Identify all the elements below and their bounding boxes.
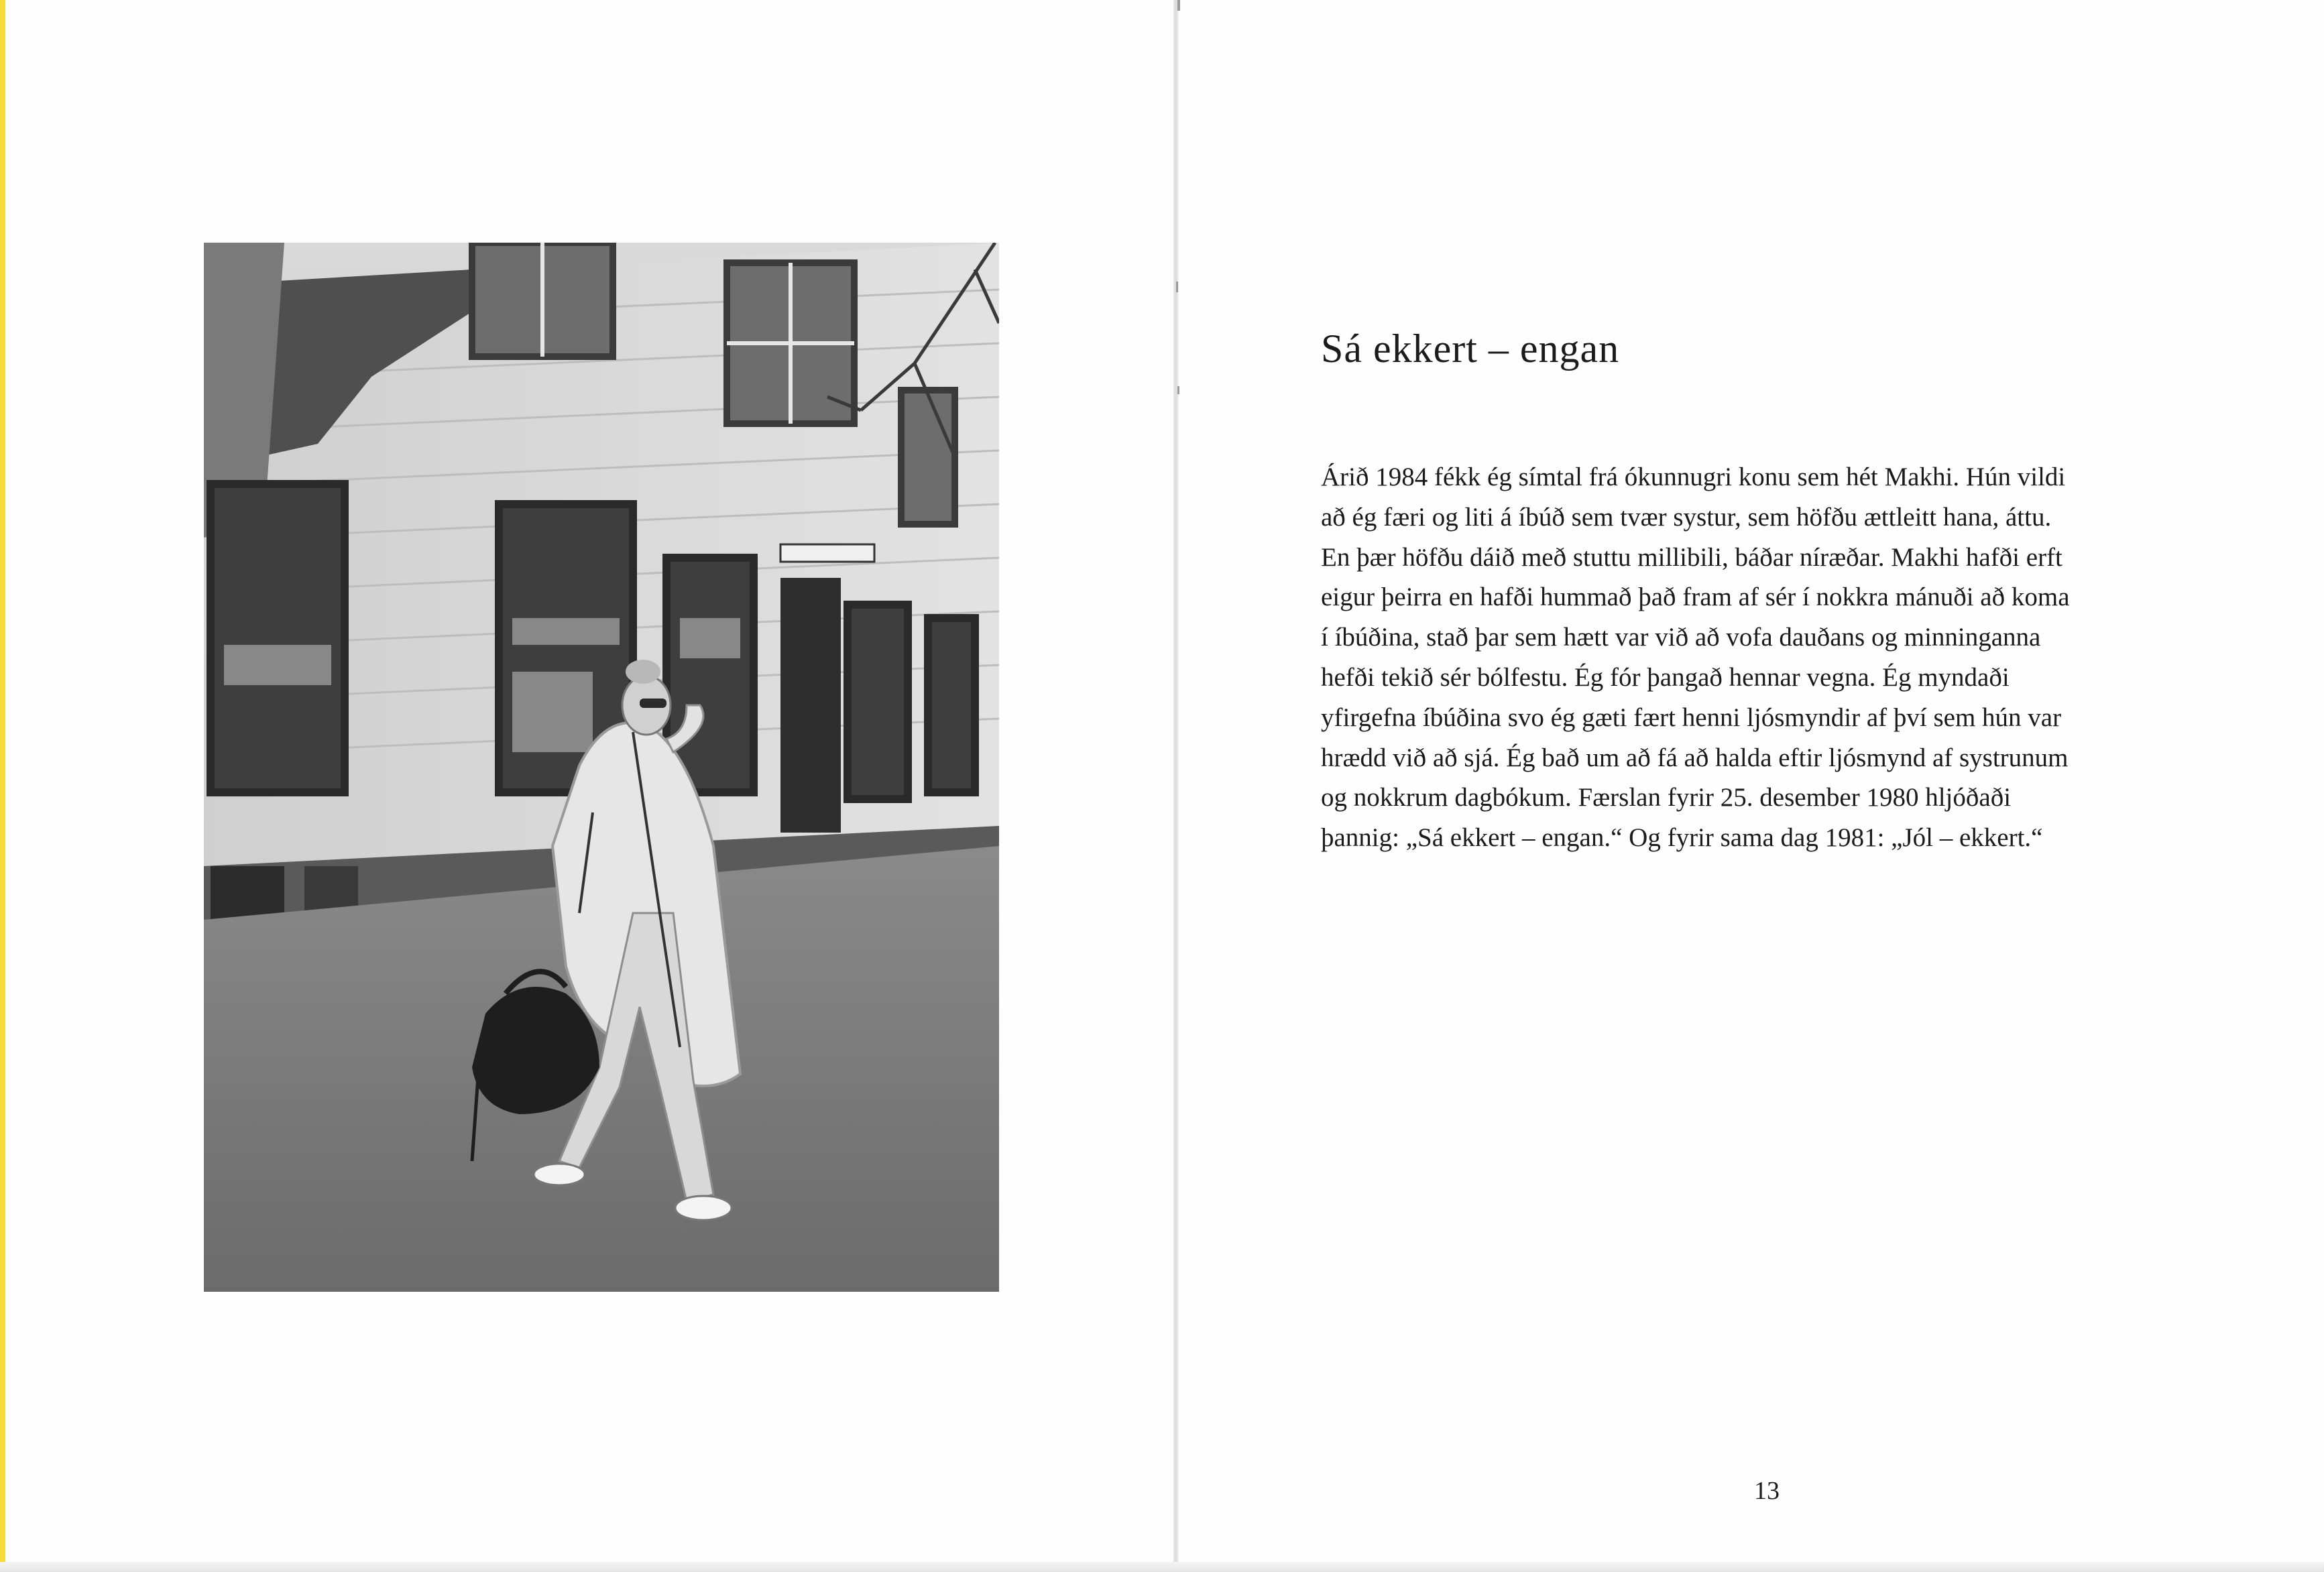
text-line: En þær höfðu dáið með stuttu millibili, báðar níræðar. Makhi hafði erft <box>1321 542 2062 572</box>
gutter-mark <box>1176 282 1178 292</box>
text-line: yfirgefna íbúðina svo ég gæti fært henni ljósmyndir af því sem hún var <box>1321 703 2062 732</box>
text-line: hefði tekið sér bólfestu. Ég fór þangað hennar vegna. Ég myndaði <box>1321 662 2010 692</box>
gutter-mark <box>1177 0 1180 11</box>
page-bottom-edge <box>0 1562 2324 1572</box>
body-paragraph <box>1321 457 2253 858</box>
yellow-page-edge <box>0 0 5 1572</box>
text-line: hrædd við að sjá. Ég bað um að fá að halda eftir ljósmynd af systrunum <box>1321 743 2069 772</box>
street-photograph <box>204 243 999 1292</box>
book-gutter <box>1173 0 1179 1572</box>
chapter-title: Sá ekkert – engan <box>1321 326 1620 371</box>
photograph-illustration <box>204 243 999 1292</box>
text-line: að ég færi og liti á íbúð sem tvær systur, sem höfðu ættleitt hana, áttu. <box>1321 502 2052 532</box>
text-line: og nokkrum dagbókum. Færslan fyrir 25. desember 1980 hljóðaði <box>1321 783 2012 812</box>
text-line: þannig: „Sá ekkert – engan.“ Og fyrir sama dag 1981: „Jól – ekkert.“ <box>1321 823 2043 853</box>
page-number: 13 <box>1754 1477 1780 1505</box>
gutter-mark <box>1177 386 1179 394</box>
text-line: eigur þeirra en hafði hummað það fram af sér í nokkra mánuði að koma <box>1321 583 2070 612</box>
text-line: Árið 1984 fékk ég símtal frá ókunnugri konu sem hét Makhi. Hún vildi <box>1321 463 2066 491</box>
text-line: í íbúðina, stað þar sem hætt var við að vofa dauðans og minninganna <box>1321 623 2041 652</box>
